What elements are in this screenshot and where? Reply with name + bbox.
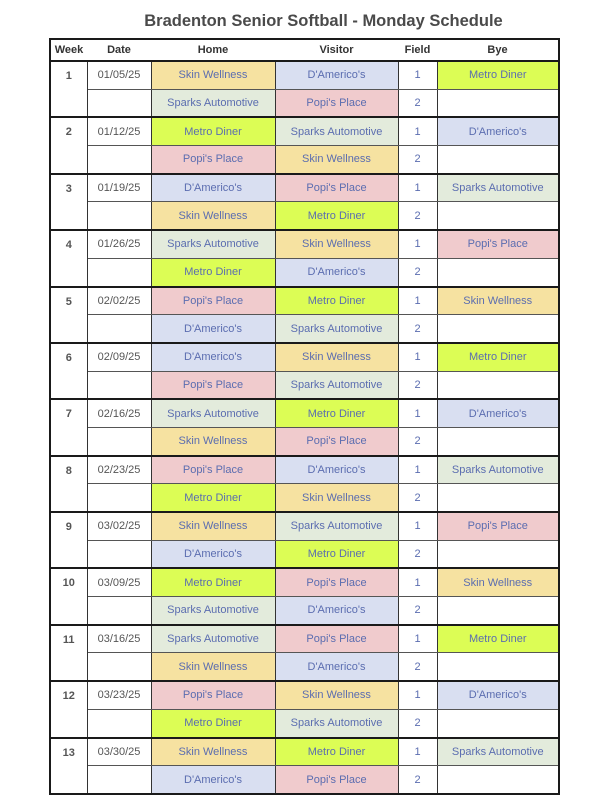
week-number: 11 — [50, 625, 87, 681]
week-number: 10 — [50, 568, 87, 624]
table-row — [50, 230, 559, 258]
field-number: 2 — [398, 597, 437, 625]
bye-empty — [437, 484, 559, 512]
table-row — [50, 568, 559, 596]
game-date-empty — [87, 315, 151, 343]
field-number: 1 — [398, 174, 437, 202]
table-row — [50, 117, 559, 145]
home-team: Skin Wellness — [151, 202, 275, 230]
game-date-empty — [87, 371, 151, 399]
week-number: 4 — [50, 230, 87, 286]
home-team: D'Americo's — [151, 766, 275, 794]
visitor-team: D'Americo's — [275, 597, 398, 625]
game-date: 02/02/25 — [87, 287, 151, 315]
game-date: 03/30/25 — [87, 738, 151, 766]
visitor-team: D'Americo's — [275, 653, 398, 681]
table-row — [50, 512, 559, 540]
bye-empty — [437, 202, 559, 230]
header-week: Week — [50, 39, 87, 61]
home-team: Sparks Automotive — [151, 89, 275, 117]
table-row — [50, 315, 559, 343]
game-date-empty — [87, 427, 151, 455]
game-date: 02/09/25 — [87, 343, 151, 371]
bye-team: Skin Wellness — [437, 568, 559, 596]
bye-team: Sparks Automotive — [437, 174, 559, 202]
game-date: 01/19/25 — [87, 174, 151, 202]
table-row — [50, 202, 559, 230]
visitor-team: Metro Diner — [275, 287, 398, 315]
game-date-empty — [87, 540, 151, 568]
bye-empty — [437, 258, 559, 286]
field-number: 1 — [398, 681, 437, 709]
schedule-body — [50, 61, 559, 794]
header-bye: Bye — [437, 39, 559, 61]
bye-empty — [437, 653, 559, 681]
field-number: 2 — [398, 258, 437, 286]
week-number: 9 — [50, 512, 87, 568]
table-row — [50, 61, 559, 89]
table-row — [50, 456, 559, 484]
visitor-team: Popi's Place — [275, 427, 398, 455]
visitor-team: Popi's Place — [275, 625, 398, 653]
visitor-team: Sparks Automotive — [275, 315, 398, 343]
home-team: Sparks Automotive — [151, 625, 275, 653]
field-number: 2 — [398, 709, 437, 737]
field-number: 2 — [398, 766, 437, 794]
table-row — [50, 653, 559, 681]
game-date: 01/26/25 — [87, 230, 151, 258]
home-team: Popi's Place — [151, 456, 275, 484]
table-row — [50, 146, 559, 174]
table-row — [50, 738, 559, 766]
week-number: 13 — [50, 738, 87, 794]
visitor-team: Metro Diner — [275, 399, 398, 427]
bye-team: D'Americo's — [437, 681, 559, 709]
field-number: 2 — [398, 484, 437, 512]
bye-team: Popi's Place — [437, 230, 559, 258]
home-team: Skin Wellness — [151, 61, 275, 89]
home-team: Skin Wellness — [151, 512, 275, 540]
visitor-team: D'Americo's — [275, 456, 398, 484]
home-team: Popi's Place — [151, 287, 275, 315]
table-row — [50, 427, 559, 455]
visitor-team: Popi's Place — [275, 568, 398, 596]
bye-empty — [437, 315, 559, 343]
home-team: Metro Diner — [151, 258, 275, 286]
game-date: 01/12/25 — [87, 117, 151, 145]
field-number: 1 — [398, 117, 437, 145]
home-team: Skin Wellness — [151, 738, 275, 766]
game-date: 02/23/25 — [87, 456, 151, 484]
home-team: D'Americo's — [151, 315, 275, 343]
header-row — [50, 39, 559, 61]
week-number: 12 — [50, 681, 87, 737]
field-number: 2 — [398, 540, 437, 568]
visitor-team: D'Americo's — [275, 258, 398, 286]
field-number: 1 — [398, 568, 437, 596]
field-number: 1 — [398, 399, 437, 427]
week-number: 7 — [50, 399, 87, 455]
table-row — [50, 343, 559, 371]
field-number: 1 — [398, 738, 437, 766]
table-row — [50, 399, 559, 427]
table-row — [50, 258, 559, 286]
field-number: 2 — [398, 146, 437, 174]
home-team: Metro Diner — [151, 709, 275, 737]
visitor-team: Skin Wellness — [275, 230, 398, 258]
week-number: 6 — [50, 343, 87, 399]
field-number: 1 — [398, 456, 437, 484]
visitor-team: Popi's Place — [275, 89, 398, 117]
week-number: 3 — [50, 174, 87, 230]
visitor-team: Skin Wellness — [275, 681, 398, 709]
game-date-empty — [87, 89, 151, 117]
table-row — [50, 709, 559, 737]
game-date: 02/16/25 — [87, 399, 151, 427]
home-team: Metro Diner — [151, 568, 275, 596]
bye-team: Sparks Automotive — [437, 456, 559, 484]
table-row — [50, 625, 559, 653]
bye-team: Metro Diner — [437, 625, 559, 653]
visitor-team: Metro Diner — [275, 738, 398, 766]
header-visitor: Visitor — [275, 39, 398, 61]
home-team: Metro Diner — [151, 117, 275, 145]
game-date: 01/05/25 — [87, 61, 151, 89]
home-team: Sparks Automotive — [151, 399, 275, 427]
bye-team: D'Americo's — [437, 399, 559, 427]
table-row — [50, 766, 559, 794]
field-number: 2 — [398, 315, 437, 343]
header-home: Home — [151, 39, 275, 61]
field-number: 2 — [398, 202, 437, 230]
table-row — [50, 484, 559, 512]
field-number: 1 — [398, 287, 437, 315]
visitor-team: Sparks Automotive — [275, 117, 398, 145]
bye-team: Skin Wellness — [437, 287, 559, 315]
bye-empty — [437, 766, 559, 794]
home-team: Metro Diner — [151, 484, 275, 512]
game-date-empty — [87, 597, 151, 625]
home-team: Popi's Place — [151, 371, 275, 399]
bye-empty — [437, 146, 559, 174]
week-number: 1 — [50, 61, 87, 117]
home-team: Skin Wellness — [151, 653, 275, 681]
home-team: Popi's Place — [151, 681, 275, 709]
table-row — [50, 89, 559, 117]
bye-empty — [437, 89, 559, 117]
visitor-team: Popi's Place — [275, 766, 398, 794]
game-date: 03/16/25 — [87, 625, 151, 653]
bye-team: D'Americo's — [437, 117, 559, 145]
game-date-empty — [87, 484, 151, 512]
game-date-empty — [87, 766, 151, 794]
bye-team: Metro Diner — [437, 343, 559, 371]
week-number: 5 — [50, 287, 87, 343]
home-team: D'Americo's — [151, 540, 275, 568]
field-number: 2 — [398, 427, 437, 455]
game-date: 03/02/25 — [87, 512, 151, 540]
visitor-team: Skin Wellness — [275, 146, 398, 174]
home-team: D'Americo's — [151, 343, 275, 371]
home-team: D'Americo's — [151, 174, 275, 202]
visitor-team: Skin Wellness — [275, 343, 398, 371]
game-date-empty — [87, 146, 151, 174]
visitor-team: Popi's Place — [275, 174, 398, 202]
visitor-team: Metro Diner — [275, 202, 398, 230]
game-date: 03/09/25 — [87, 568, 151, 596]
home-team: Sparks Automotive — [151, 597, 275, 625]
field-number: 1 — [398, 230, 437, 258]
bye-empty — [437, 371, 559, 399]
visitor-team: Skin Wellness — [275, 484, 398, 512]
bye-empty — [437, 427, 559, 455]
home-team: Skin Wellness — [151, 427, 275, 455]
game-date-empty — [87, 258, 151, 286]
visitor-team: Sparks Automotive — [275, 371, 398, 399]
header-date: Date — [87, 39, 151, 61]
page-title: Bradenton Senior Softball - Monday Schedule — [144, 12, 503, 30]
field-number: 2 — [398, 653, 437, 681]
bye-empty — [437, 597, 559, 625]
field-number: 1 — [398, 343, 437, 371]
bye-empty — [437, 709, 559, 737]
visitor-team: Sparks Automotive — [275, 709, 398, 737]
table-row — [50, 287, 559, 315]
bye-team: Popi's Place — [437, 512, 559, 540]
home-team: Sparks Automotive — [151, 230, 275, 258]
visitor-team: Metro Diner — [275, 540, 398, 568]
table-row — [50, 174, 559, 202]
bye-team: Sparks Automotive — [437, 738, 559, 766]
game-date-empty — [87, 653, 151, 681]
game-date-empty — [87, 709, 151, 737]
table-row — [50, 371, 559, 399]
week-number: 8 — [50, 456, 87, 512]
game-date: 03/23/25 — [87, 681, 151, 709]
table-row — [50, 681, 559, 709]
field-number: 1 — [398, 61, 437, 89]
schedule-table — [49, 38, 560, 795]
home-team: Popi's Place — [151, 146, 275, 174]
week-number: 2 — [50, 117, 87, 173]
visitor-team: D'Americo's — [275, 61, 398, 89]
game-date-empty — [87, 202, 151, 230]
bye-team: Metro Diner — [437, 61, 559, 89]
table-row — [50, 540, 559, 568]
header-field: Field — [398, 39, 437, 61]
field-number: 1 — [398, 625, 437, 653]
table-row — [50, 597, 559, 625]
bye-empty — [437, 540, 559, 568]
field-number: 2 — [398, 89, 437, 117]
visitor-team: Sparks Automotive — [275, 512, 398, 540]
field-number: 1 — [398, 512, 437, 540]
field-number: 2 — [398, 371, 437, 399]
